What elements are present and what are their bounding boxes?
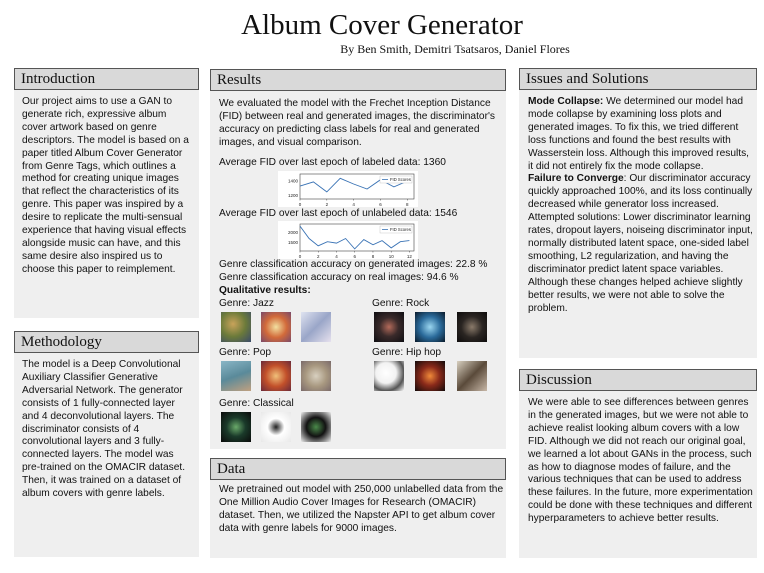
rock-image-3: [457, 312, 487, 342]
fid-unlabeled-text: Average FID over last epoch of unlabeled data: 1546: [219, 208, 458, 219]
failure-converge-text: : Our discriminator accuracy quickly approached 100%, and its loss continually decreased while generator loss increased. Attempted solutions: Lower discriminator learning rates, dropout layers, noiseing discriminator input, normally distributed latent space, one-sided label smoothing, L2 regularization, and having the discriminator predict latent space variables. Although these changes helped achieve slightly better results, we were not able to solve the problem.: [528, 173, 753, 314]
x-tick-label: 0: [298, 202, 302, 207]
x-tick-label: 6: [353, 254, 356, 259]
classical-image-1: [221, 412, 251, 442]
y-tick-label: 1500: [287, 240, 298, 246]
y-tick-label: 2000: [287, 229, 298, 235]
methodology-text: The model is a Deep Convolutional Auxiliary Classifier Generative Adversarial Network. The generator consists of 1 fully-connected layer and 4 deconvolutional layers. The discriminator consists of 4 convolutional layers and 3 fully-connected layers. The model was pre-trained on the OMACIR dataset. Then, it was trained on a dataset of album covers with genre labels.: [22, 359, 186, 500]
failure-converge-label: Failure to Converge: [528, 173, 624, 185]
jazz-image-3: [301, 312, 331, 342]
mode-collapse-label: Mode Collapse:: [528, 96, 604, 107]
genre-jazz-label: Genre: Jazz: [219, 298, 274, 309]
genre-pop-label: Genre: Pop: [219, 347, 272, 358]
x-tick-label: 8: [371, 254, 375, 259]
x-tick-label: 2: [325, 202, 329, 207]
genre-rock-label: Genre: Rock: [372, 298, 430, 309]
introduction-text: Our project aims to use a GAN to generate rich, expressive album cover artwork based on genre descriptors. The model is based on a paper titled Album Cover Generator from Genre Tags, which outlines a method for creating unique images that reflect the characteristics of its genre. This paper was inspired by a desire to replicate the multi-sensual experience that having visual effects alongside music can have, and this same desire also inspired us to choose this paper to reimplement.: [22, 96, 189, 275]
classical-image-3: [301, 412, 331, 442]
poster-authors: By Ben Smith, Demitri Tsatsaros, Daniel Flores: [340, 42, 570, 56]
legend-label: FID Scores: [390, 227, 411, 232]
x-tick-label: 0: [298, 254, 302, 259]
x-tick-label: 4: [335, 254, 338, 259]
genre-classical-label: Genre: Classical: [219, 398, 294, 409]
introduction-heading: Introduction: [14, 68, 199, 90]
data-heading: Data: [210, 458, 506, 480]
genre-hiphop-label: Genre: Hip hop: [372, 347, 442, 358]
issues-text: [528, 96, 754, 315]
results-intro: We evaluated the model with the Frechet Inception Distance (FID) between real and generated images, the discriminator's accuracy on predicting class labels for real and generated images, and visual comparison.: [219, 98, 496, 148]
rock-image-1: [374, 312, 404, 342]
pop-image-3: [301, 361, 331, 391]
qualitative-heading: Qualitative results:: [219, 285, 311, 296]
fid-unlabeled-chart: [278, 221, 418, 259]
methodology-heading: Methodology: [14, 331, 199, 353]
issues-heading: Issues and Solutions: [519, 68, 757, 90]
pop-image-1: [221, 361, 251, 391]
fid-labeled-text: Average FID over last epoch of labeled data: 1360: [219, 157, 446, 168]
data-text: We pretrained out model with 250,000 unlabelled data from the One Million Audio Cover Images for Research (OMACIR) dataset. Then, we utilized the Napster API to get album cover data with genre labels for 9000 images.: [219, 484, 504, 534]
mode-collapse-text: We determined our model had mode collapse by examining loss plots and generated images. To fix this, we tried different loss functions and found the best results with Wasserstein loss. Although this improved results, it did not entirely fix the mode collapse.: [528, 96, 750, 172]
x-tick-label: 8: [406, 202, 409, 207]
results-heading: Results: [210, 69, 506, 91]
jazz-image-2: [261, 312, 291, 342]
y-tick-label: 1200: [287, 192, 298, 198]
classical-image-2: [261, 412, 291, 442]
poster-title: Album Cover Generator: [241, 9, 523, 41]
acc-real-text: Genre classification accuracy on real images: 94.6 %: [219, 272, 459, 283]
discussion-heading: Discussion: [519, 369, 757, 391]
x-tick-label: 2: [316, 254, 320, 259]
pop-image-2: [261, 361, 291, 391]
y-tick-label: 1400: [287, 178, 298, 184]
jazz-image-1: [221, 312, 251, 342]
hiphop-image-2: [415, 361, 445, 391]
hiphop-image-3: [457, 361, 487, 391]
hiphop-image-1: [374, 361, 404, 391]
legend-label: FID Scores: [390, 177, 411, 182]
discussion-text: We were able to see differences between genres in the generated images, but we were not able to achieve realist looking album covers with a low FID. Although we did not reach our original goal, we learned a lot about GANs in the process, such as how to diagnose modes of failure, and the various techniques that can be used to address these failures. In the future, more experimentation could be done with these techniques and different hyperparameters to achieve better results.: [528, 397, 753, 525]
x-tick-label: 6: [379, 202, 382, 207]
x-tick-label: 10: [388, 254, 394, 259]
fid-labeled-chart: [278, 171, 418, 207]
rock-image-2: [415, 312, 445, 342]
acc-generated-text: Genre classification accuracy on generated images: 22.8 %: [219, 259, 488, 270]
x-tick-label: 4: [352, 202, 355, 207]
x-tick-label: 12: [406, 254, 412, 259]
